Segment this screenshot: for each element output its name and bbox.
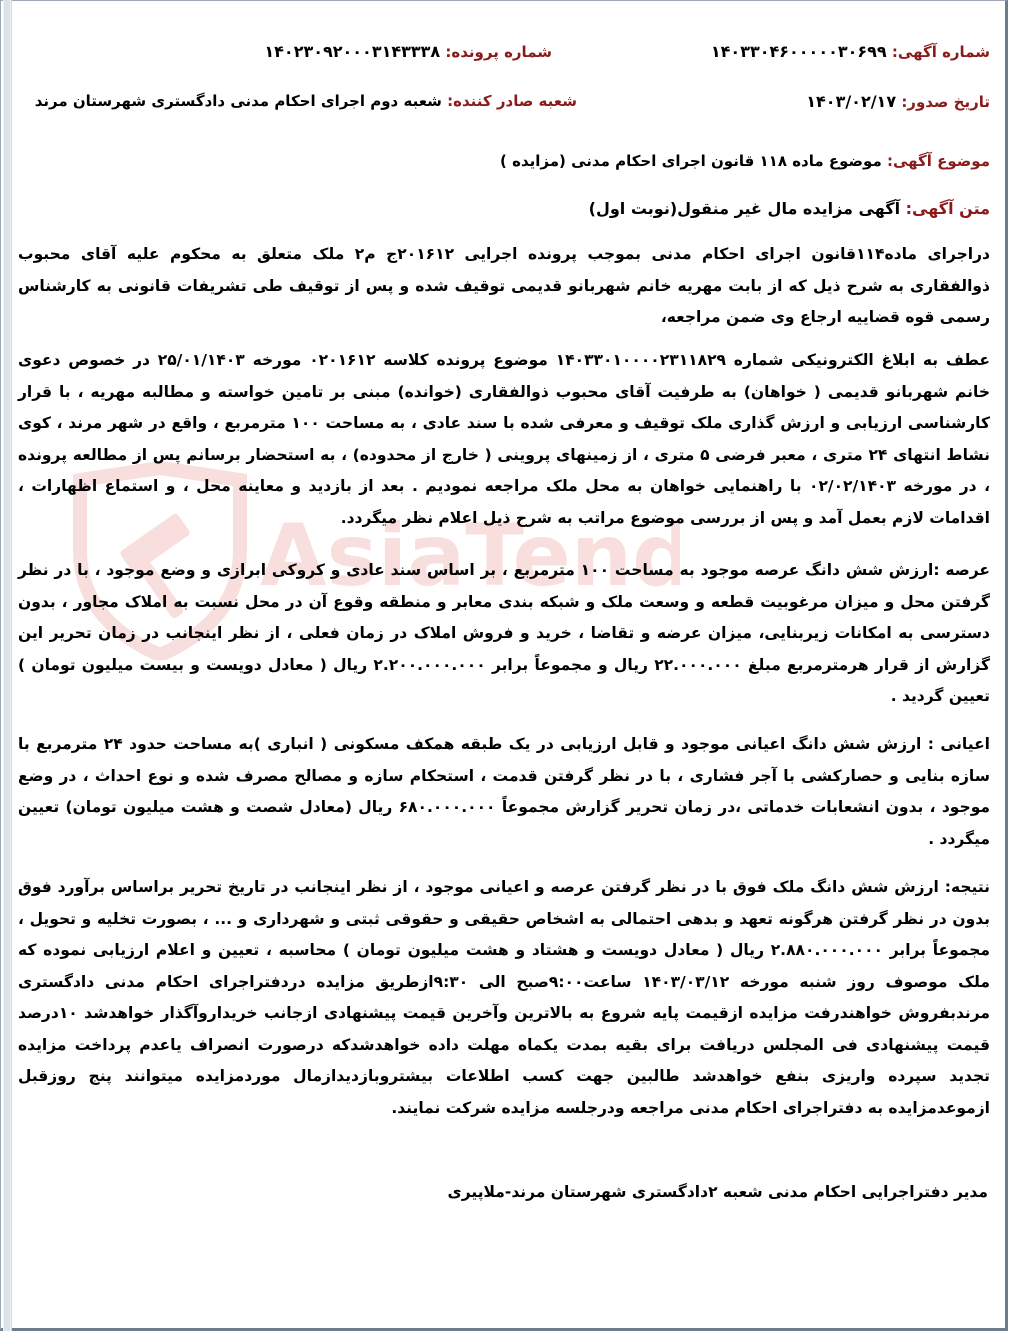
- signature-line: مدیر دفتراجرایی احکام مدنی شعبه ۲دادگستری شهرستان مرند-ملاپیری: [447, 1183, 988, 1201]
- scrollbar[interactable]: [3, 0, 12, 1331]
- text-title-field: [589, 199, 990, 218]
- case-number-label: شماره پرونده:: [445, 43, 552, 61]
- paragraph-conclusion: نتیجه: ارزش شش دانگ ملک فوق با در نظر گرفتن عرصه و اعیانی موجود ، از نظر اینجانب در تاریخ تحریر براساس برآورد فوق بدون در نظر گرفتن هرگونه تعهد و بدهی احتمالی به اشخاص حقیقی و حقوقی ثبتی و شهرداری و ... ، بصورت تخلیه و تحویل ، مجموعاً برابر ۲.۸۸۰.۰۰۰.۰۰۰ ریال ( معادل دویست و هشتاد و هشت میلیون تومان ) محاسبه ، تعیین و اعلام ارزیابی نموده که ملک موصوف روز شنبه مورخه ۱۴۰۳/۰۳/۱۲ ساعت۹:۰۰صبح الی ۹:۳۰ازطریق مزایده دردفتراجرای احکام مدنی دادگستری مرندبفروش خواهندرفت مزایده ازقیمت پایه شروع به بالاترین وآخرین قیمت پیشنهادی ازجانب خریداروآگذار خواهدشد ۱۰درصد قیمت پیشنهادی فی المجلس دریافت برای بقیه بمدت یکماه مهلت داده خواهدشدکه درصورت انصراف یاعدم پرداخت مزایده تجدید سپرده واریزی بنفع خواهدشد طالبین جهت کسب اطلاعات بیشتروبازدیدازمال موردمزایده میتوانند پنج روزقبل ازموعدمزایده به دفتراجرای احکام مدنی مراجعه ودرجلسه مزایده شرکت نمایند.: [18, 878, 990, 1117]
- issue-date-label: تاریخ صدور:: [901, 93, 990, 111]
- case-number-field: [264, 42, 552, 61]
- paragraph-land-value: عرصه :ارزش شش دانگ عرصه موجود به مساحت ۱۰۰ مترمربع ، بر اساس سند عادی و کروکی ابرازی و وضع موجود ، با در نظر گرفتن محل و میزان مرغوبیت قطعه و وسعت ملک و شبکه بندی معابر و منطقه وقوع آن در محل نسبت به املاک مجاور ، بدون دسترسی به امکانات زیربنایی، میزان عرضه و تقاضا ، خرید و فروش املاک در زمان فعلی ، از نظر اینجانب در زمان تحریر این گزارش از قرار هرمترمربع مبلغ ۲۲.۰۰۰.۰۰۰ ریال و مجموعاً برابر ۲.۲۰۰.۰۰۰.۰۰۰ ریال ( معادل دویست و بیست میلیون تومان ) تعیین گردید .: [18, 561, 991, 705]
- ad-number-value: ۱۴۰۳۳۰۴۶۰۰۰۰۰۳۰۶۹۹: [710, 42, 887, 61]
- text-title: آگهی مزایده مال غیر منقول(نوبت اول): [588, 199, 901, 218]
- issuer-value: شعبه دوم اجرای احکام مدنی دادگستری شهرستان مرند: [34, 92, 442, 110]
- issue-date-value: ۱۴۰۳/۰۲/۱۷: [806, 92, 897, 111]
- paragraph-intro: دراجرای ماده۱۱۴قانون اجرای احکام مدنی بموجب پرونده اجرایی ۲۰۱۶۱۲ج م۲ ملک متعلق به محکوم علیه آقای محبوب ذوالفقاری به شرح ذیل که از بابت مهریه خانم شهربانو قدیمی توقیف شده و پس از توقیف طی تشریفات قانونی به کارشناس رسمی قوه قضاییه ارجاع وی ضمن مراجعه،: [18, 245, 991, 326]
- subject-field: [500, 152, 990, 170]
- subject-label: موضوع آگهی:: [886, 152, 990, 170]
- paragraph-building-value: اعیانی : ارزش شش دانگ اعیانی موجود و قابل ارزیابی در یک طبقه همکف مسکونی ( انباری )به مساحت حدود ۲۴ مترمربع با سازه بنایی و حصارکشی با آجر فشاری ، با در نظر گرفتن قدمت ، استحکام سازه و مصالح مصرف شده و نوع احداث ، در وضع موجود ، بدون انشعابات خدماتی ،در زمان تحریر گزارش مجموعاً ۶۸۰.۰۰۰.۰۰۰ ریال (معادل شصت و هشت میلیون تومان) تعیین میگردد .: [18, 735, 991, 848]
- scrollbar-thumb[interactable]: [4, 0, 10, 1331]
- ad-number-field: [711, 42, 990, 61]
- paragraph-referral: عطف به ابلاغ الکترونیکی شماره ۱۴۰۳۳۰۱۰۰۰۰۲۳۱۱۸۲۹ موضوع پرونده کلاسه ۰۲۰۱۶۱۲ مورخه ۲۵/۰۱/۱۴۰۳ در خصوص دعوی خانم شهربانو قدیمی ( خواهان) به طرفیت آقای محبوب ذوالفقاری (خوانده) مبنی بر تامین خواسته و مطالبه مهریه ، با قرار کارشناسی ارزیابی و ارزش گذاری ملک توقیف و معرفی شده با سند عادی ، به مساحت ۱۰۰ مترمربع ، واقع در شهر مرند ، کوی نشاط انتهای ۲۴ متری ، معبر فرضی ۵ متری ، از زمینهای پروینی ( خارج از محدوده) ، به استحضار برسانم پس از مطالعه پرونده ، در مورخه ۰۲/۰۲/۱۴۰۳ با راهنمایی خواهان به محل ملک مراجعه نمودیم . بعد از بازدید و معاینه محل ، و استماع اظهارات ، اقدامات لازم بعمل آمد و پس از بررسی موضوع مراتب به شرح ذیل اعلام نظر میگردد.: [18, 351, 990, 527]
- issuer-label: شعبه صادر کننده:: [447, 92, 577, 110]
- case-number-value: ۱۴۰۲۳۰۹۲۰۰۰۳۱۴۳۳۳۸: [264, 42, 441, 61]
- subject-value: موضوع ماده ۱۱۸ قانون اجرای احکام مدنی (مزایده ): [500, 152, 882, 170]
- issue-date-field: [806, 92, 990, 111]
- text-label: متن آگهی:: [905, 199, 990, 218]
- issuer-field: [35, 92, 577, 110]
- ad-number-label: شماره آگهی:: [891, 43, 990, 61]
